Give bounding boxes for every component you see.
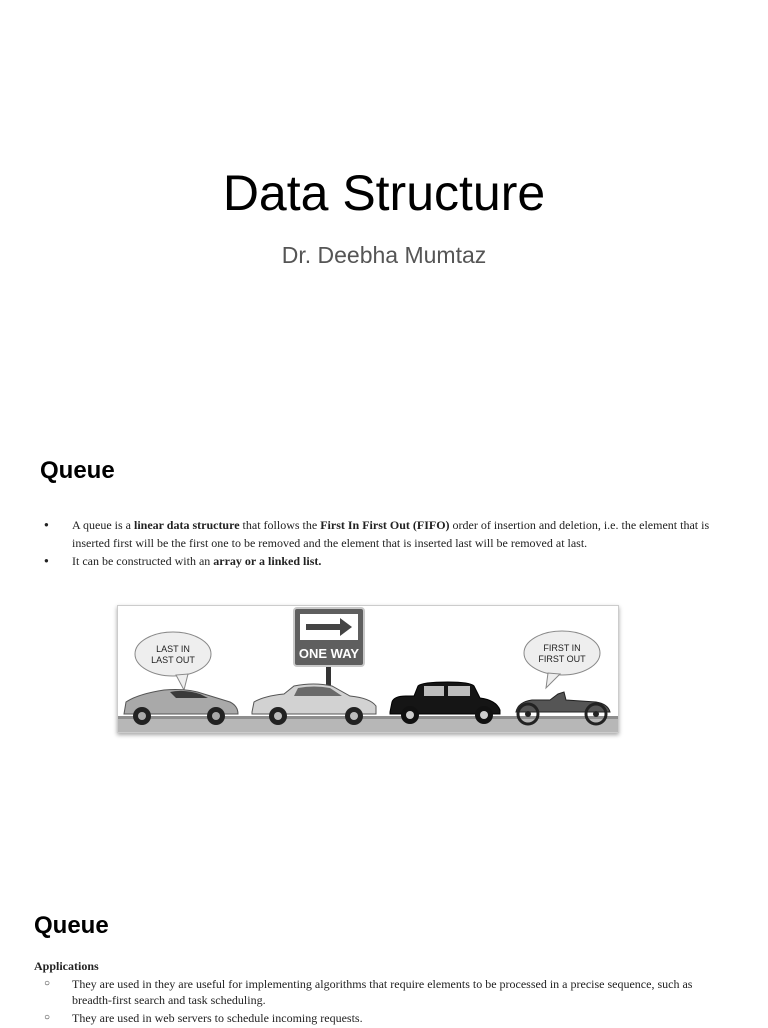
one-way-sign-label: ONE WAY xyxy=(298,646,360,661)
presentation-title: Data Structure xyxy=(222,165,546,221)
applications-list xyxy=(42,976,732,1028)
slide-heading: Queue xyxy=(40,457,115,484)
bold-text: First In First Out (FIFO) xyxy=(320,518,450,532)
cars-one-way-drawing xyxy=(118,606,618,732)
left-bubble-line-2: LAST OUT xyxy=(151,655,195,665)
queue-cars-illustration xyxy=(117,605,619,733)
first-in-first-out-bubble xyxy=(524,631,600,688)
presentation-author: Dr. Deebha Mumtaz xyxy=(281,242,487,268)
bullet-text: that follows the xyxy=(239,518,321,532)
application-item: ○ They are used in they are useful for implementing algorithms that require elements to be processed in a precise sequence, such as breadth-first search and task scheduling. xyxy=(42,976,732,1008)
bullet-text: order of insertion and deletion, i.e. the element that is inserted first will be the first one to be removed and the element that is inserted last will be removed at last. xyxy=(72,518,710,550)
application-item: ○ They are used in web servers to schedule incoming requests. xyxy=(42,1010,732,1026)
bold-text: array or a linked list. xyxy=(213,554,322,568)
definition-bullet xyxy=(42,552,732,570)
right-bubble-line-2: FIRST OUT xyxy=(538,654,586,664)
definition-bullet xyxy=(42,516,732,552)
bullet-text: It can be constructed with an xyxy=(72,554,214,568)
title-slide xyxy=(0,0,768,420)
slide-heading: Queue xyxy=(34,912,109,939)
road-surface xyxy=(118,718,618,732)
right-bubble-line-1: FIRST IN xyxy=(543,643,581,653)
left-bubble-line-1: LAST IN xyxy=(156,644,190,654)
applications-subheading: Applications xyxy=(34,959,99,973)
queue-applications-slide xyxy=(0,880,768,1024)
bullet-text: A queue is a xyxy=(72,518,134,532)
bold-text: linear data structure xyxy=(134,518,240,532)
queue-definition-slide xyxy=(0,420,768,840)
definition-bullet-list xyxy=(42,516,732,570)
last-in-last-out-bubble xyxy=(135,632,211,690)
road-edge xyxy=(118,716,618,719)
